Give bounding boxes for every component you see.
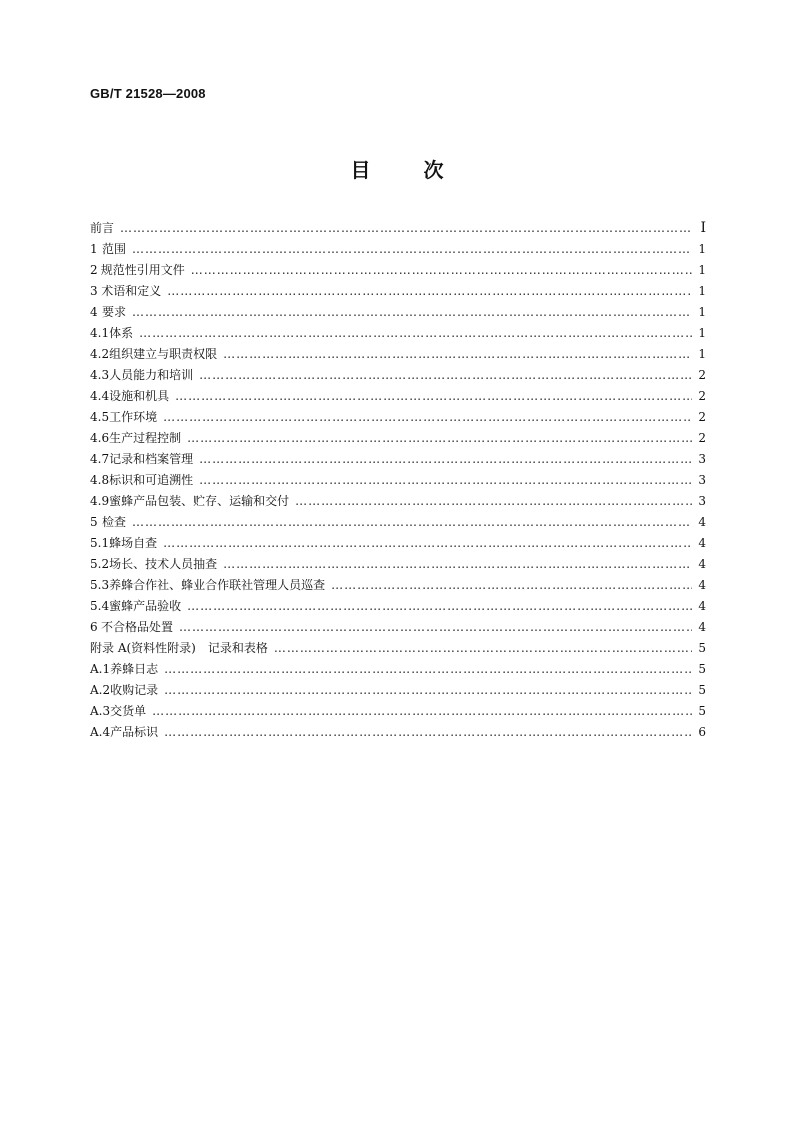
toc-label: 要求 bbox=[102, 305, 127, 319]
dot-leader bbox=[139, 323, 692, 344]
toc-label: 不合格品处置 bbox=[100, 620, 173, 634]
toc-number: 5.4 bbox=[90, 599, 110, 613]
toc-page: 2 bbox=[698, 368, 706, 382]
toc-label: 记录和档案管理 bbox=[109, 452, 194, 466]
dot-leader bbox=[187, 428, 692, 449]
toc-label: 工作环境 bbox=[109, 410, 158, 424]
toc-number: 4.5 bbox=[90, 410, 110, 424]
toc-entry[interactable] bbox=[90, 260, 706, 281]
toc-entry[interactable] bbox=[90, 533, 706, 554]
toc-entry[interactable] bbox=[90, 491, 706, 512]
toc-page: 4 bbox=[698, 620, 706, 634]
toc-entry[interactable] bbox=[90, 617, 706, 638]
toc-label: 交货单 bbox=[110, 704, 147, 718]
toc-page: 1 bbox=[698, 284, 706, 298]
toc-label: 术语和定义 bbox=[101, 284, 162, 298]
toc-entry[interactable] bbox=[90, 470, 706, 491]
toc-page: 1 bbox=[698, 326, 706, 340]
page-title: 目 次 bbox=[350, 158, 444, 182]
toc-entry[interactable] bbox=[90, 365, 706, 386]
toc-label: 体系 bbox=[109, 326, 134, 340]
toc-page: 6 bbox=[698, 725, 706, 739]
toc-number: A.2 bbox=[90, 683, 111, 697]
toc-entry[interactable] bbox=[90, 344, 706, 365]
toc-label: 规范性引用文件 bbox=[100, 263, 185, 277]
toc-number: A.3 bbox=[90, 704, 111, 718]
toc-page: 5 bbox=[698, 704, 706, 718]
toc-number: A.4 bbox=[90, 725, 111, 739]
toc-number: 4.7 bbox=[90, 452, 110, 466]
dot-leader bbox=[331, 575, 692, 596]
toc-label: 生产过程控制 bbox=[109, 431, 182, 445]
toc-label: 蜂场自查 bbox=[109, 536, 158, 550]
toc-entry[interactable] bbox=[90, 218, 706, 239]
dot-leader bbox=[199, 449, 692, 470]
toc-number: 4.4 bbox=[90, 389, 110, 403]
toc-number: 5.1 bbox=[90, 536, 110, 550]
dot-leader bbox=[164, 659, 692, 680]
toc-label: 场长、技术人员抽查 bbox=[109, 557, 218, 571]
toc-entry[interactable] bbox=[90, 239, 706, 260]
dot-leader bbox=[175, 386, 692, 407]
toc-entry[interactable] bbox=[90, 407, 706, 428]
toc-label: 养蜂合作社、蜂业合作联社管理人员巡查 bbox=[109, 578, 326, 592]
toc-entry[interactable] bbox=[90, 386, 706, 407]
toc-label: 蜜蜂产品包装、贮存、运输和交付 bbox=[109, 494, 290, 508]
dot-leader bbox=[295, 491, 692, 512]
toc-entry[interactable] bbox=[90, 512, 706, 533]
toc-label: 收购记录 bbox=[110, 683, 159, 697]
toc-entry[interactable] bbox=[90, 722, 706, 743]
dot-leader bbox=[164, 722, 692, 743]
toc-page: 3 bbox=[698, 452, 706, 466]
toc-page: 4 bbox=[698, 515, 706, 529]
toc-label: 附录 A(资料性附录) 记录和表格 bbox=[90, 641, 268, 655]
table-of-contents bbox=[90, 218, 706, 743]
toc-page: 2 bbox=[698, 431, 706, 445]
toc-page: 4 bbox=[698, 536, 706, 550]
toc-page: 4 bbox=[698, 599, 706, 613]
toc-label: 人员能力和培训 bbox=[109, 368, 194, 382]
toc-label: 设施和机具 bbox=[109, 389, 170, 403]
dot-leader bbox=[187, 596, 692, 617]
toc-page: 1 bbox=[698, 242, 706, 256]
toc-page: 1 bbox=[698, 305, 706, 319]
toc-entry[interactable] bbox=[90, 701, 706, 722]
toc-label: 检查 bbox=[102, 515, 127, 529]
dot-leader bbox=[274, 638, 692, 659]
toc-label: 组织建立与职责权限 bbox=[109, 347, 218, 361]
toc-entry[interactable] bbox=[90, 680, 706, 701]
dot-leader bbox=[167, 281, 692, 302]
toc-entry[interactable] bbox=[90, 596, 706, 617]
toc-label: 养蜂日志 bbox=[110, 662, 159, 676]
toc-number: 5.3 bbox=[90, 578, 110, 592]
toc-page: 2 bbox=[698, 410, 706, 424]
dot-leader bbox=[132, 239, 692, 260]
toc-entry[interactable] bbox=[90, 281, 706, 302]
toc-label: 前言 bbox=[90, 221, 115, 235]
toc-number: 6 bbox=[90, 620, 98, 634]
toc-entry[interactable] bbox=[90, 575, 706, 596]
toc-label: 产品标识 bbox=[110, 725, 159, 739]
toc-page: 3 bbox=[698, 494, 706, 508]
toc-number: 1 bbox=[90, 242, 98, 256]
toc-number: 5.2 bbox=[90, 557, 110, 571]
toc-number: 4.2 bbox=[90, 347, 110, 361]
toc-entry[interactable] bbox=[90, 449, 706, 470]
dot-leader bbox=[164, 680, 692, 701]
dot-leader bbox=[199, 365, 692, 386]
toc-label: 蜜蜂产品验收 bbox=[109, 599, 182, 613]
dot-leader bbox=[163, 533, 692, 554]
toc-number: 3 bbox=[90, 284, 98, 298]
toc-page: 5 bbox=[698, 641, 706, 655]
toc-page: Ⅰ bbox=[700, 220, 706, 236]
toc-number: 5 bbox=[90, 515, 98, 529]
toc-entry[interactable] bbox=[90, 323, 706, 344]
toc-entry[interactable] bbox=[90, 659, 706, 680]
toc-page: 1 bbox=[698, 347, 706, 361]
dot-leader bbox=[223, 344, 692, 365]
toc-page: 2 bbox=[698, 389, 706, 403]
toc-label: 范围 bbox=[102, 242, 127, 256]
toc-page: 4 bbox=[698, 557, 706, 571]
dot-leader bbox=[223, 554, 692, 575]
toc-page: 4 bbox=[698, 578, 706, 592]
dot-leader bbox=[199, 470, 692, 491]
toc-page: 5 bbox=[698, 662, 706, 676]
toc-entry[interactable] bbox=[90, 302, 706, 323]
toc-number: A.1 bbox=[90, 662, 111, 676]
toc-number: 4.9 bbox=[90, 494, 110, 508]
toc-entry[interactable] bbox=[90, 638, 706, 659]
toc-page: 1 bbox=[698, 263, 706, 277]
toc-number: 4.6 bbox=[90, 431, 110, 445]
toc-number: 4.1 bbox=[90, 326, 110, 340]
dot-leader bbox=[132, 302, 692, 323]
dot-leader bbox=[132, 512, 692, 533]
dot-leader bbox=[152, 701, 692, 722]
dot-leader bbox=[163, 407, 692, 428]
toc-number: 4.3 bbox=[90, 368, 110, 382]
dot-leader bbox=[191, 260, 692, 281]
toc-entry[interactable] bbox=[90, 554, 706, 575]
toc-entry[interactable] bbox=[90, 428, 706, 449]
toc-number: 2 bbox=[90, 263, 98, 277]
dot-leader bbox=[179, 617, 692, 638]
toc-page: 5 bbox=[698, 683, 706, 697]
toc-number: 4 bbox=[90, 305, 98, 319]
dot-leader bbox=[120, 218, 692, 239]
document-code: GB/T 21528—2008 bbox=[90, 86, 206, 101]
toc-label: 标识和可追溯性 bbox=[109, 473, 194, 487]
toc-page: 3 bbox=[698, 473, 706, 487]
toc-number: 4.8 bbox=[90, 473, 110, 487]
